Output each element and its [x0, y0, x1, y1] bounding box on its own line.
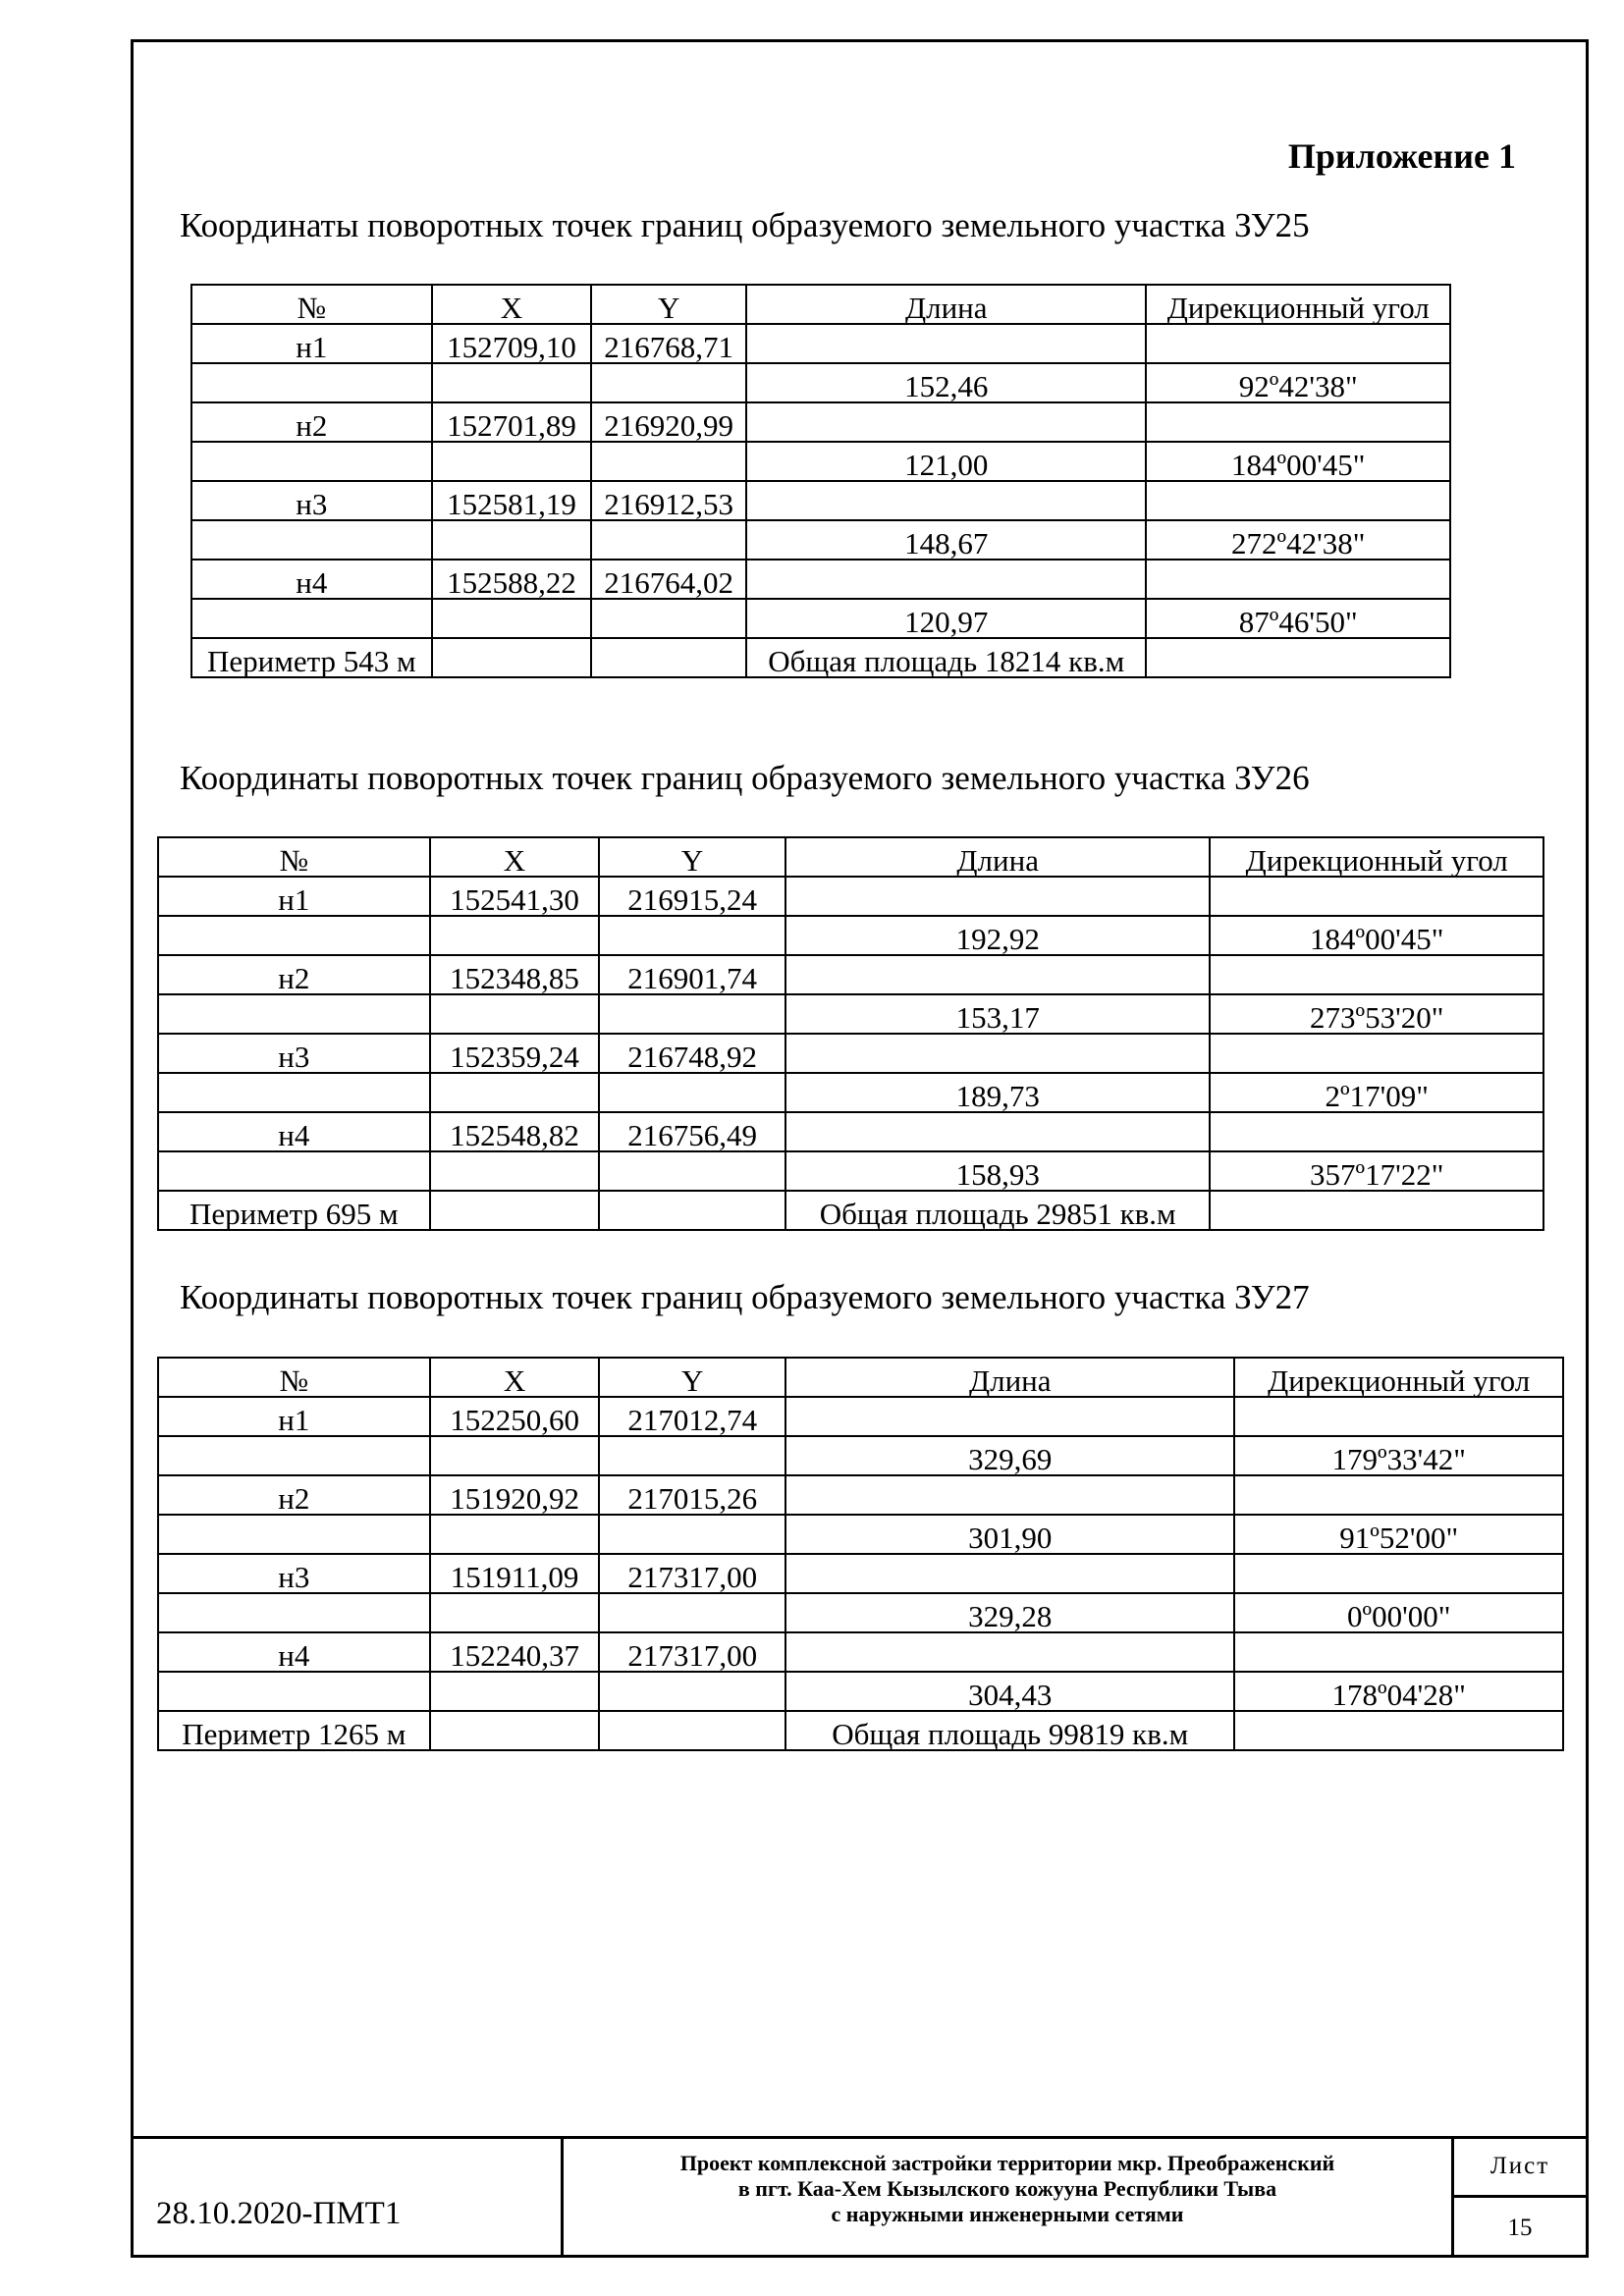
table-cell [430, 1073, 600, 1112]
table-cell: 217015,26 [599, 1475, 785, 1515]
table-cell: 216915,24 [599, 877, 785, 916]
table-cell [432, 638, 592, 677]
coords-table-zu27 [157, 1357, 1564, 1751]
table-cell: 216768,71 [591, 324, 746, 363]
table-cell [191, 520, 432, 560]
table-cell: 120,97 [746, 599, 1146, 638]
table-cell [430, 1436, 600, 1475]
appendix-title: Приложение 1 [1287, 136, 1516, 176]
table-cell: Периметр 695 м [158, 1191, 430, 1230]
table-cell: 216920,99 [591, 402, 746, 442]
table-cell [430, 1593, 600, 1632]
table-cell [599, 1515, 785, 1554]
table-cell: 152240,37 [430, 1632, 600, 1672]
table-cell: н1 [191, 324, 432, 363]
table-header-row [158, 837, 1543, 877]
table-row [191, 442, 1450, 481]
table-cell: н3 [158, 1554, 430, 1593]
table-row [158, 1034, 1543, 1073]
table-cell [599, 1073, 785, 1112]
table-cell: 304,43 [785, 1672, 1234, 1711]
table-cell [1210, 1034, 1543, 1073]
table-cell [599, 1191, 785, 1230]
table-cell [1146, 402, 1450, 442]
table-row [158, 1191, 1543, 1230]
table-cell: Периметр 543 м [191, 638, 432, 677]
table-row [191, 638, 1450, 677]
table-cell: н4 [158, 1632, 430, 1672]
header-cell: Длина [785, 837, 1211, 877]
table-cell: 152548,82 [430, 1112, 600, 1151]
header-cell: X [432, 285, 592, 324]
table-cell [430, 1515, 600, 1554]
table-cell: 0º00'00" [1234, 1593, 1563, 1632]
table-cell: Периметр 1265 м [158, 1711, 430, 1750]
table-row [158, 1112, 1543, 1151]
table-cell [191, 442, 432, 481]
table-cell [1234, 1554, 1563, 1593]
header-cell: Y [599, 1358, 785, 1397]
table-cell [1146, 481, 1450, 520]
table-cell: 217317,00 [599, 1554, 785, 1593]
table-cell: 91º52'00" [1234, 1515, 1563, 1554]
table-cell [591, 520, 746, 560]
table-row [158, 1436, 1563, 1475]
table-row [191, 560, 1450, 599]
table-cell [746, 560, 1146, 599]
table-cell [785, 1475, 1234, 1515]
table-cell [599, 1672, 785, 1711]
table-cell [158, 1151, 430, 1191]
table-cell [432, 442, 592, 481]
table-cell [430, 1191, 600, 1230]
table-cell [191, 599, 432, 638]
table-row [158, 1672, 1563, 1711]
table-cell [591, 363, 746, 402]
table-header-row [158, 1358, 1563, 1397]
table-cell: 272º42'38" [1146, 520, 1450, 560]
table-cell: н2 [158, 1475, 430, 1515]
table-cell [1234, 1711, 1563, 1750]
table-cell [599, 994, 785, 1034]
table-cell: 178º04'28" [1234, 1672, 1563, 1711]
table-cell: н4 [158, 1112, 430, 1151]
table-row [158, 1151, 1543, 1191]
table-cell: 216912,53 [591, 481, 746, 520]
table-cell: 217317,00 [599, 1632, 785, 1672]
table-cell: 357º17'22" [1210, 1151, 1543, 1191]
header-cell: Y [599, 837, 785, 877]
table-cell [599, 1436, 785, 1475]
table-cell: н2 [191, 402, 432, 442]
table-cell: н1 [158, 1397, 430, 1436]
header-cell: X [430, 1358, 600, 1397]
table-row [191, 363, 1450, 402]
table-row [158, 955, 1543, 994]
header-cell: Y [591, 285, 746, 324]
table-cell: 329,69 [785, 1436, 1234, 1475]
table-cell [432, 363, 592, 402]
table-cell: 87º46'50" [1146, 599, 1450, 638]
table-row [158, 1515, 1563, 1554]
table-cell [599, 916, 785, 955]
table-header-row [191, 285, 1450, 324]
table-row [191, 481, 1450, 520]
coords-table-zu26 [157, 836, 1544, 1231]
table-cell: н1 [158, 877, 430, 916]
header-cell: № [158, 837, 430, 877]
table-row [191, 520, 1450, 560]
table-cell: н3 [191, 481, 432, 520]
table-cell [1234, 1475, 1563, 1515]
table-cell: 216901,74 [599, 955, 785, 994]
table-cell: Общая площадь 29851 кв.м [785, 1191, 1211, 1230]
section-heading-zu26: Координаты поворотных точек границ образуемого земельного участка ЗУ26 [180, 759, 1310, 797]
table-row [191, 402, 1450, 442]
table-cell [158, 1436, 430, 1475]
table-cell [746, 402, 1146, 442]
section-heading-zu27: Координаты поворотных точек границ образуемого земельного участка ЗУ27 [180, 1278, 1310, 1316]
table-row [158, 1711, 1563, 1750]
table-cell: 329,28 [785, 1593, 1234, 1632]
table-cell: 273º53'20" [1210, 994, 1543, 1034]
table-cell [430, 1711, 600, 1750]
table-cell [430, 916, 600, 955]
table-cell [1210, 1112, 1543, 1151]
section-heading-zu25: Координаты поворотных точек границ образуемого земельного участка ЗУ25 [180, 206, 1310, 244]
table-cell: н4 [191, 560, 432, 599]
table-cell [430, 994, 600, 1034]
table-row [158, 1554, 1563, 1593]
table-row [158, 1632, 1563, 1672]
table-cell: 184º00'45" [1146, 442, 1450, 481]
table-cell [785, 1632, 1234, 1672]
table-cell [591, 442, 746, 481]
sheet-number: 15 [1507, 2215, 1533, 2241]
table-row [191, 599, 1450, 638]
table-cell: 179º33'42" [1234, 1436, 1563, 1475]
table-row [191, 324, 1450, 363]
table-cell: 121,00 [746, 442, 1146, 481]
table-cell [1146, 324, 1450, 363]
header-cell: Дирекционный угол [1234, 1358, 1563, 1397]
table-row [158, 994, 1543, 1034]
table-cell [158, 916, 430, 955]
table-cell [158, 1672, 430, 1711]
table-cell [432, 599, 592, 638]
table-cell [785, 1112, 1211, 1151]
table-cell: 152581,19 [432, 481, 592, 520]
table-cell: 189,73 [785, 1073, 1211, 1112]
table-cell [158, 1073, 430, 1112]
project-title-line: в пгт. Каа-Хем Кызылского кожууна Республики Тыва [737, 2176, 1277, 2201]
document-code: 28.10.2020-ПМТ1 [131, 2139, 564, 2258]
table-cell: 152250,60 [430, 1397, 600, 1436]
table-cell: н2 [158, 955, 430, 994]
table-cell: 152,46 [746, 363, 1146, 402]
table-cell: 152588,22 [432, 560, 592, 599]
table-cell: 152348,85 [430, 955, 600, 994]
table-row [158, 916, 1543, 955]
project-title-line: с наружными инженерными сетями [831, 2202, 1184, 2226]
table-cell [158, 994, 430, 1034]
table-cell: 217012,74 [599, 1397, 785, 1436]
project-title [564, 2139, 1451, 2258]
title-block [131, 2136, 1589, 2258]
table-cell [430, 1151, 600, 1191]
table-cell: 216764,02 [591, 560, 746, 599]
table-cell: 151911,09 [430, 1554, 600, 1593]
table-cell [158, 1593, 430, 1632]
table-row [158, 1593, 1563, 1632]
sheet-box [1451, 2139, 1586, 2258]
table-cell [191, 363, 432, 402]
coords-table-zu25 [190, 284, 1451, 678]
table-row [158, 1073, 1543, 1112]
header-cell: № [191, 285, 432, 324]
table-cell [430, 1672, 600, 1711]
header-cell: Длина [785, 1358, 1234, 1397]
table-cell: 152709,10 [432, 324, 592, 363]
table-cell [432, 520, 592, 560]
header-cell: Дирекционный угол [1146, 285, 1450, 324]
table-cell [1234, 1632, 1563, 1672]
table-cell [599, 1711, 785, 1750]
table-cell [1210, 1191, 1543, 1230]
table-cell [591, 638, 746, 677]
table-cell [591, 599, 746, 638]
table-row [158, 1475, 1563, 1515]
project-title-line: Проект комплексной застройки территории мкр. Преображенский [679, 2151, 1335, 2175]
table-cell [599, 1593, 785, 1632]
table-cell [1210, 955, 1543, 994]
table-cell [1210, 877, 1543, 916]
table-cell [1234, 1397, 1563, 1436]
header-cell: № [158, 1358, 430, 1397]
header-cell: Дирекционный угол [1210, 837, 1543, 877]
table-cell [746, 324, 1146, 363]
table-cell: 158,93 [785, 1151, 1211, 1191]
table-cell: 153,17 [785, 994, 1211, 1034]
table-cell: 148,67 [746, 520, 1146, 560]
table-cell [599, 1151, 785, 1191]
table-cell [785, 1397, 1234, 1436]
table-cell [785, 877, 1211, 916]
table-cell: 192,92 [785, 916, 1211, 955]
table-cell: 152541,30 [430, 877, 600, 916]
table-cell [158, 1515, 430, 1554]
table-cell: Общая площадь 99819 кв.м [785, 1711, 1234, 1750]
table-row [158, 1397, 1563, 1436]
table-row [158, 877, 1543, 916]
table-cell [785, 1554, 1234, 1593]
table-cell: 152701,89 [432, 402, 592, 442]
table-cell: 216748,92 [599, 1034, 785, 1073]
table-cell [1146, 638, 1450, 677]
sheet-label: Лист [1454, 2139, 1586, 2198]
header-cell: Длина [746, 285, 1146, 324]
table-cell: 216756,49 [599, 1112, 785, 1151]
table-cell: 184º00'45" [1210, 916, 1543, 955]
table-cell: 151920,92 [430, 1475, 600, 1515]
table-cell: 92º42'38" [1146, 363, 1450, 402]
table-cell [746, 481, 1146, 520]
table-cell: 301,90 [785, 1515, 1234, 1554]
table-cell [785, 1034, 1211, 1073]
table-cell: Общая площадь 18214 кв.м [746, 638, 1146, 677]
table-cell: 152359,24 [430, 1034, 600, 1073]
table-cell: н3 [158, 1034, 430, 1073]
table-cell [785, 955, 1211, 994]
table-cell: 2º17'09" [1210, 1073, 1543, 1112]
table-cell [1146, 560, 1450, 599]
header-cell: X [430, 837, 600, 877]
